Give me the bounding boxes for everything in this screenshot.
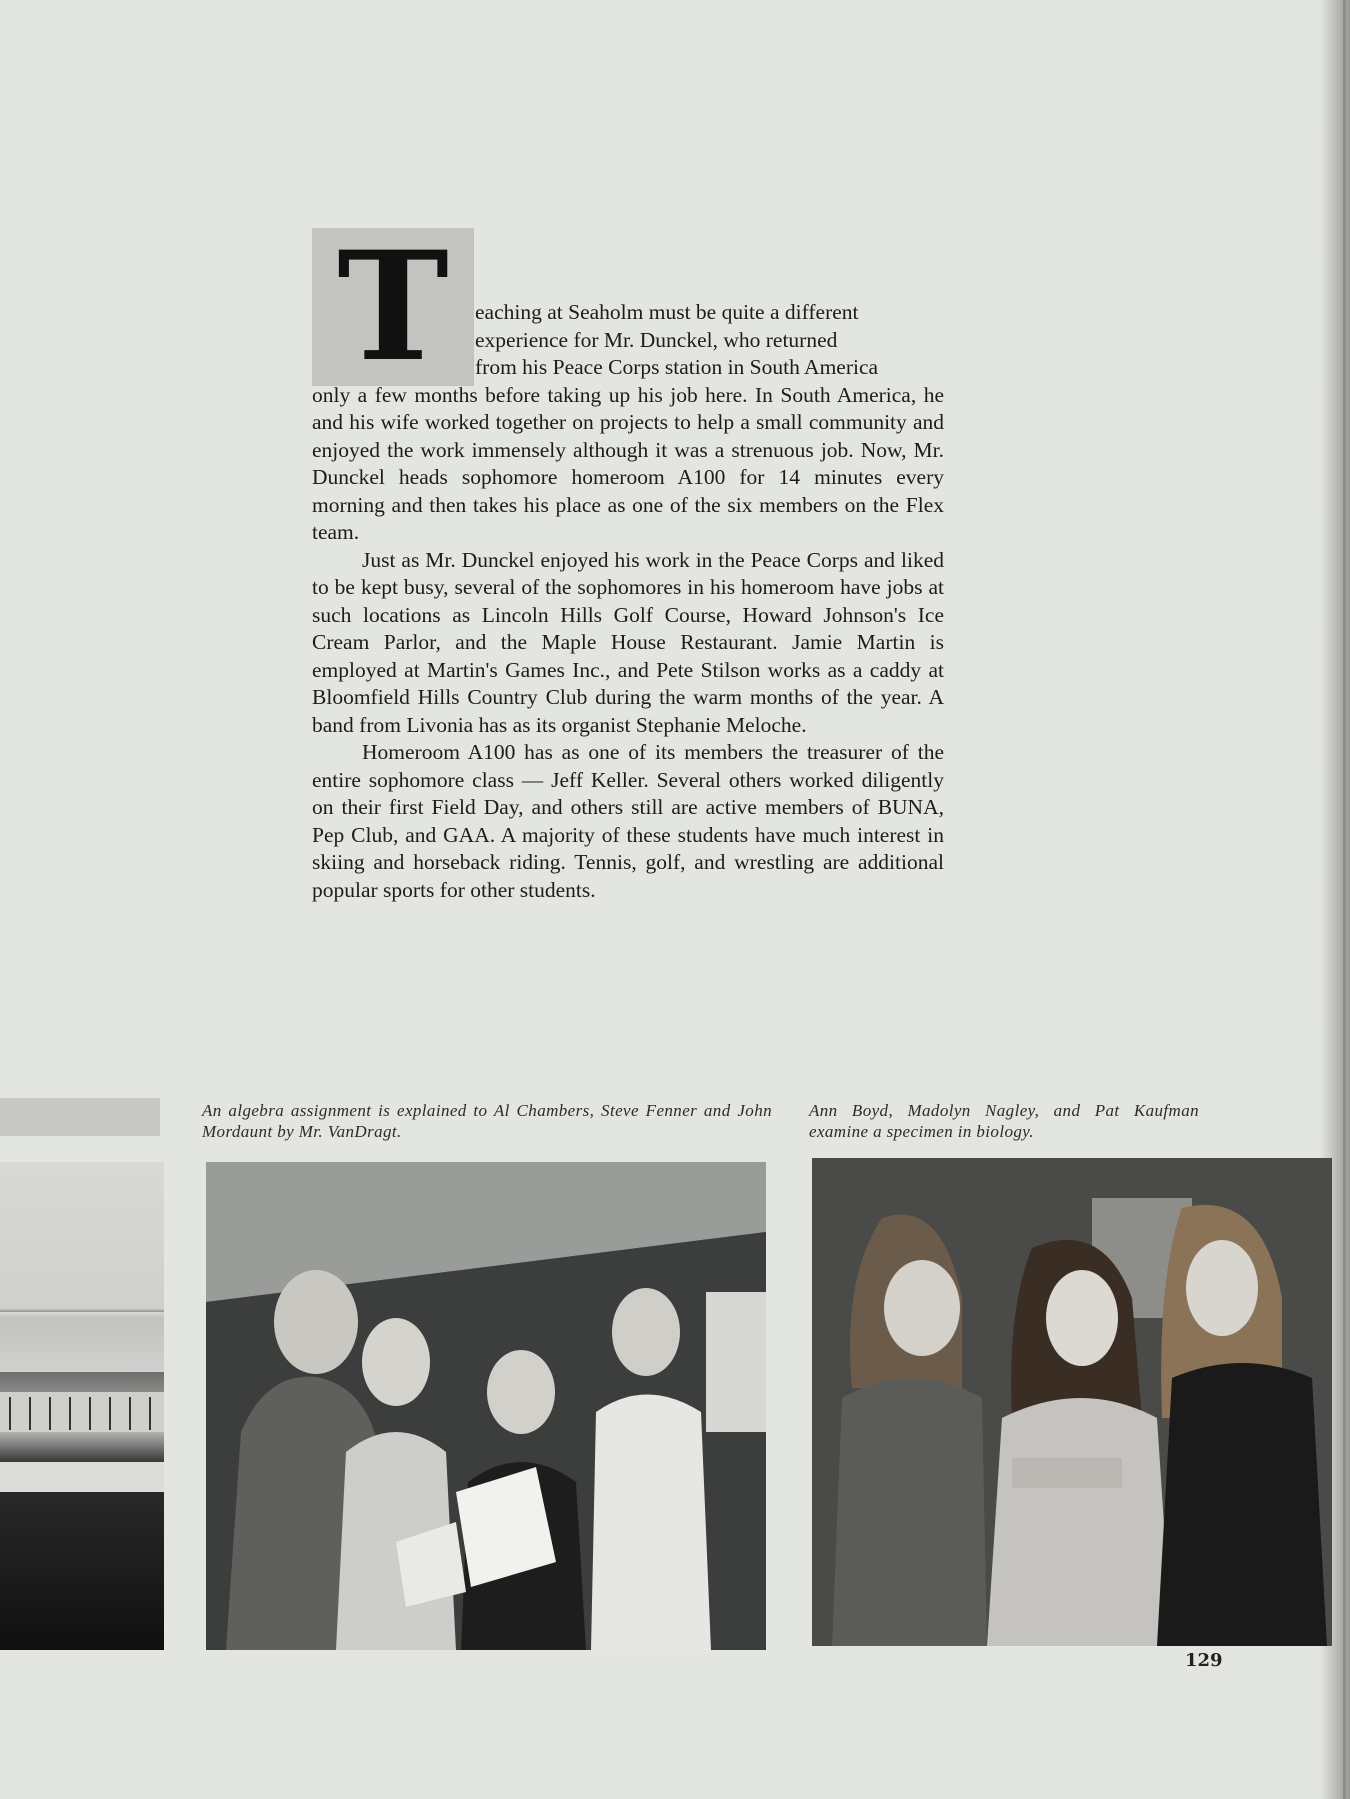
page-spine-edge (1343, 0, 1346, 1799)
article-paragraph-1 (312, 299, 944, 547)
photo-cropped-piano (0, 1162, 164, 1650)
photo-caption-right: Ann Boyd, Madolyn Nagley, and Pat Kaufman examine a specimen in biology. (809, 1101, 1199, 1141)
article-body (312, 299, 944, 904)
photo-algebra-class (206, 1162, 766, 1650)
decorative-gray-band (0, 1098, 160, 1136)
article-paragraph-2: Just as Mr. Dunckel enjoyed his work in the Peace Corps and liked to be kept busy, several of the sophomores in his homeroom have jobs at such locations as Lincoln Hills Golf Course, Howard Johnson's Ice Cream Parlor, and the Maple House Restaurant. Jamie Martin is employed at Martin's Games Inc., and Pete Stilson works as a caddy at Bloomfield Hills Country Club during the warm months of the year. A band from Livonia has as its organist Stephanie Meloche. (312, 547, 944, 737)
lead-line-3: from his Peace Corps station in South America (475, 355, 879, 379)
algebra-scene-illustration (206, 1162, 766, 1650)
lead-line-1: eaching at Seaholm must be quite a different (475, 300, 859, 324)
lead-line-2: experience for Mr. Dunckel, who returned (475, 327, 838, 352)
photo-caption-left: An algebra assignment is explained to Al Chambers, Steve Fenner and John Mordaunt by Mr. VanDragt. (202, 1101, 772, 1141)
piano-illustration (0, 1162, 164, 1650)
biology-scene-illustration (812, 1158, 1332, 1646)
article-paragraph-3: Homeroom A100 has as one of its members the treasurer of the entire sophomore class — Jeff Keller. Several others worked diligently on their first Field Day, and others still are active members of BUNA, Pep Club, and GAA. A majority of these students have much interest in skiing and horseback riding. Tennis, golf, and wrestling are additional popular sports for other students. (312, 740, 944, 902)
photo-biology-class (812, 1158, 1332, 1646)
paragraph-1-text: only a few months before taking up his job here. In South America, he and his wife worked together on projects to help a small community and enjoyed the work immensely although it was a strenuous job. Now, Mr. Dunckel heads sophomore homeroom A100 for 14 minutes every morning and then takes his place as one of the six members on the Flex team. (312, 382, 944, 544)
page-number: 129 (1185, 1650, 1223, 1671)
drop-cap-letter: T (337, 219, 449, 395)
